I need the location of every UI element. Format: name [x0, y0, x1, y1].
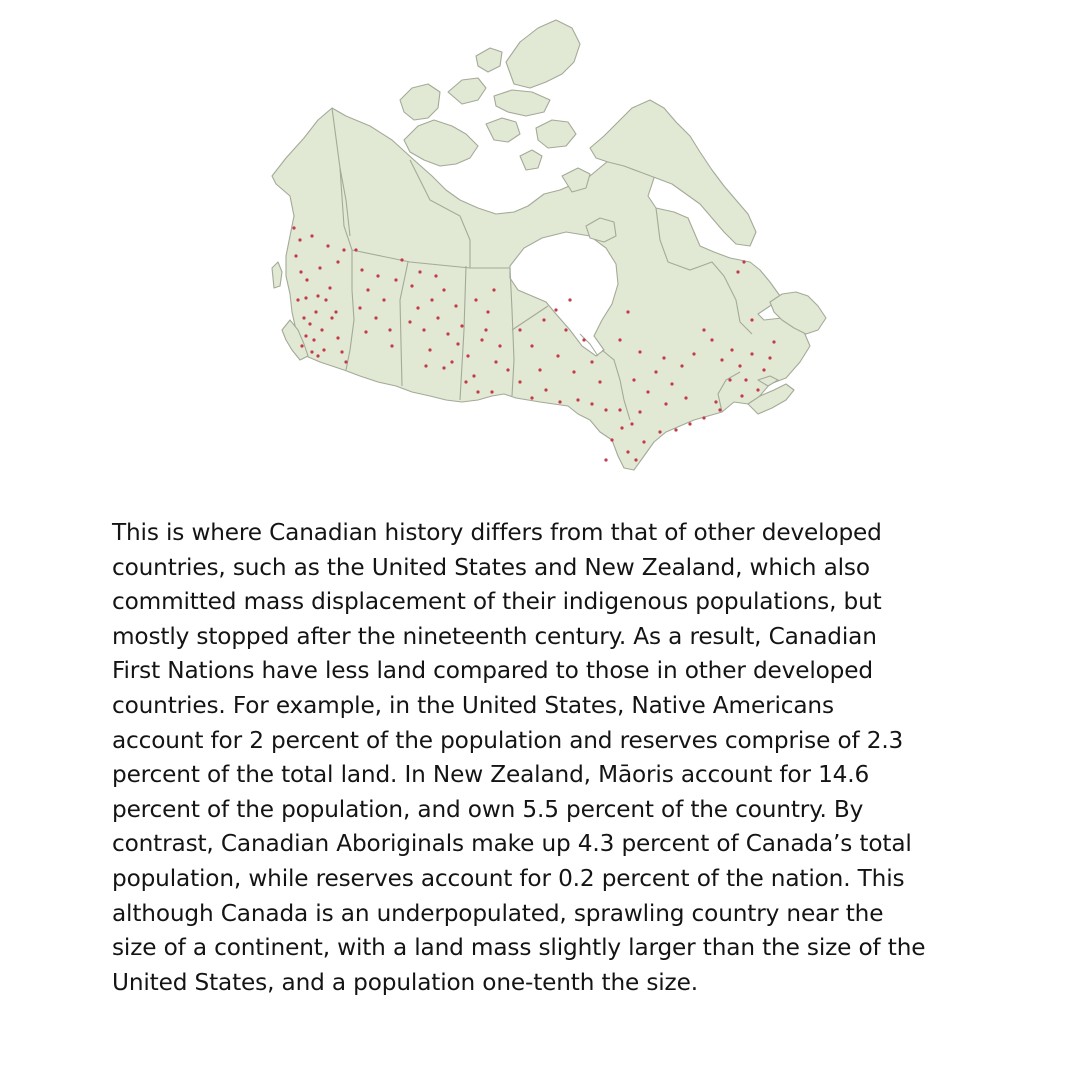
reserve-dot [336, 260, 339, 263]
reserve-dot [360, 268, 363, 271]
reserve-dot [742, 260, 745, 263]
article-line: percent of the population, and own 5.5 percent of the country. By [112, 795, 864, 823]
reserve-dot [564, 328, 567, 331]
reserve-dot [768, 356, 771, 359]
reserve-dot [442, 288, 445, 291]
reserve-dot [460, 324, 463, 327]
arctic-island-4 [476, 48, 502, 72]
reserve-dot [388, 328, 391, 331]
reserve-dot [416, 306, 419, 309]
reserve-dot [518, 380, 521, 383]
reserve-dot [554, 308, 557, 311]
reserve-dot [498, 344, 501, 347]
article-line: United States, and a population one-tenth the size. [112, 968, 698, 996]
reserve-dot [692, 352, 695, 355]
devon-island [494, 90, 550, 116]
reserve-dot [632, 378, 635, 381]
reserve-dot [772, 340, 775, 343]
reserve-dot [744, 378, 747, 381]
reserve-dot [572, 370, 575, 373]
reserve-dot [318, 266, 321, 269]
reserve-dot [308, 322, 311, 325]
reserve-dot [486, 310, 489, 313]
reserve-dot [305, 278, 308, 281]
article-line: countries. For example, in the United States, Native Americans [112, 691, 834, 719]
reserve-dot [394, 278, 397, 281]
reserve-dot [664, 402, 667, 405]
reserve-dot [340, 350, 343, 353]
reserve-dot [590, 360, 593, 363]
reserve-dot [292, 226, 295, 229]
reserve-dot [714, 400, 717, 403]
reserve-dot [604, 408, 607, 411]
victoria-island [404, 120, 478, 166]
reserve-dot [654, 370, 657, 373]
reserve-dot [750, 318, 753, 321]
reserve-dot [344, 360, 347, 363]
reserve-dot [326, 244, 329, 247]
reserve-dot [638, 350, 641, 353]
reserve-dot [518, 328, 521, 331]
reserve-dot [456, 342, 459, 345]
reserve-dot [316, 294, 319, 297]
arctic-island-3 [536, 120, 576, 148]
reserve-dot [702, 416, 705, 419]
article-body [112, 516, 982, 1000]
reserve-dot [466, 354, 469, 357]
reserve-dot [314, 310, 317, 313]
reserve-dot [638, 410, 641, 413]
reserve-dot [382, 298, 385, 301]
reserve-dot [434, 274, 437, 277]
reserve-dot [538, 368, 541, 371]
reserve-dot [310, 234, 313, 237]
arctic-island-1 [448, 78, 486, 104]
reserve-dot [604, 458, 607, 461]
reserve-dot [366, 288, 369, 291]
reserve-dot [436, 316, 439, 319]
article-line: mostly stopped after the nineteenth century. As a result, Canadian [112, 622, 877, 650]
reserve-dot [442, 366, 445, 369]
reserve-dot [634, 458, 637, 461]
reserve-dot [374, 316, 377, 319]
ellesmere-island [506, 20, 580, 88]
article-line: size of a continent, with a land mass slightly larger than the size of the [112, 934, 926, 962]
reserve-dot [576, 398, 579, 401]
reserve-dot [646, 390, 649, 393]
reserve-dot [618, 408, 621, 411]
haida-gwaii [272, 262, 282, 288]
article-line: percent of the total land. In New Zealand, Māoris account for 14.6 [112, 761, 870, 789]
reserve-dot [728, 378, 731, 381]
reserve-dot [762, 368, 765, 371]
reserve-dot [300, 344, 303, 347]
reserve-dot [334, 310, 337, 313]
reserve-dot [304, 334, 307, 337]
reserve-dot [738, 364, 741, 367]
article-line: First Nations have less land compared to those in other developed [112, 657, 873, 685]
reserve-dot [620, 426, 623, 429]
reserve-dot [484, 328, 487, 331]
reserve-dot [598, 380, 601, 383]
reserve-dot [400, 258, 403, 261]
reserve-dot [342, 248, 345, 251]
reserve-dot [720, 358, 723, 361]
article-line: contrast, Canadian Aboriginals make up 4.3 percent of Canada’s total [112, 830, 912, 858]
reserve-dot [544, 388, 547, 391]
reserve-dot [358, 306, 361, 309]
arctic-island-5 [520, 150, 542, 170]
canada-landmass [272, 20, 826, 470]
reserve-dot [736, 270, 739, 273]
reserve-dot [662, 356, 665, 359]
reserve-dot [530, 396, 533, 399]
reserve-dot [454, 304, 457, 307]
reserve-dot [376, 274, 379, 277]
reserve-dot [464, 380, 467, 383]
reserve-dot [316, 354, 319, 357]
reserve-dot [294, 254, 297, 257]
reserve-dot [710, 338, 713, 341]
reserve-dot [626, 450, 629, 453]
reserve-dot [364, 330, 367, 333]
reserve-dot [476, 390, 479, 393]
reserve-dot [680, 364, 683, 367]
reserve-dot [310, 350, 313, 353]
reserve-dot [492, 288, 495, 291]
reserve-dot [610, 438, 613, 441]
reserve-dot [304, 296, 307, 299]
reserve-dot [446, 332, 449, 335]
reserve-dot [324, 298, 327, 301]
reserve-dot [530, 344, 533, 347]
reserve-dot [336, 336, 339, 339]
reserve-dot [328, 286, 331, 289]
reserve-dot [670, 382, 673, 385]
reserve-dot [299, 270, 302, 273]
reserve-dot [302, 316, 305, 319]
reserve-dot [506, 368, 509, 371]
reserve-dot [422, 328, 425, 331]
reserve-dot [474, 298, 477, 301]
reserve-dot [480, 338, 483, 341]
reserve-dot [590, 402, 593, 405]
reserve-dot [684, 396, 687, 399]
article-line: countries, such as the United States and New Zealand, which also [112, 553, 870, 581]
reserve-dot [750, 352, 753, 355]
reserve-dot [568, 298, 571, 301]
reserve-dot [558, 400, 561, 403]
reserve-dot [630, 422, 633, 425]
reserve-dot [688, 422, 691, 425]
reserve-dot [322, 348, 325, 351]
reserve-dot [408, 320, 411, 323]
reserve-dot [312, 338, 315, 341]
banks-island [400, 84, 440, 120]
arctic-island-2 [486, 118, 520, 142]
reserve-dot [330, 316, 333, 319]
reserve-dot [490, 390, 493, 393]
reserve-dot [428, 348, 431, 351]
article-line: committed mass displacement of their indigenous populations, but [112, 588, 882, 616]
reserve-dot [418, 270, 421, 273]
reserve-dot [618, 338, 621, 341]
reserve-dot [424, 364, 427, 367]
reserve-dot [298, 238, 301, 241]
reserve-dot [642, 440, 645, 443]
article-line: account for 2 percent of the population and reserves comprise of 2.3 [112, 726, 904, 754]
reserve-dot [718, 408, 721, 411]
reserve-dot [582, 338, 585, 341]
reserve-dot [390, 344, 393, 347]
reserve-dot [674, 428, 677, 431]
reserve-dot [320, 328, 323, 331]
reserve-dot [450, 360, 453, 363]
map-canvas [0, 0, 1080, 500]
reserve-dot [430, 298, 433, 301]
reserve-dot [658, 430, 661, 433]
reserve-dot [296, 298, 299, 301]
reserve-dot [494, 360, 497, 363]
reserve-dot [542, 318, 545, 321]
article-line: although Canada is an underpopulated, sprawling country near the [112, 899, 884, 927]
reserve-dot [756, 388, 759, 391]
reserve-dot [730, 348, 733, 351]
reserve-dot [702, 328, 705, 331]
reserve-dot [626, 310, 629, 313]
reserve-dot [354, 248, 357, 251]
canada-reserves-map [0, 0, 1080, 500]
reserve-dot [740, 394, 743, 397]
article-line: population, while reserves account for 0.2 percent of the nation. This [112, 864, 905, 892]
reserve-dot [472, 374, 475, 377]
article-line: This is where Canadian history differs from that of other developed [112, 519, 882, 546]
reserve-dot [410, 284, 413, 287]
reserve-dot [556, 354, 559, 357]
